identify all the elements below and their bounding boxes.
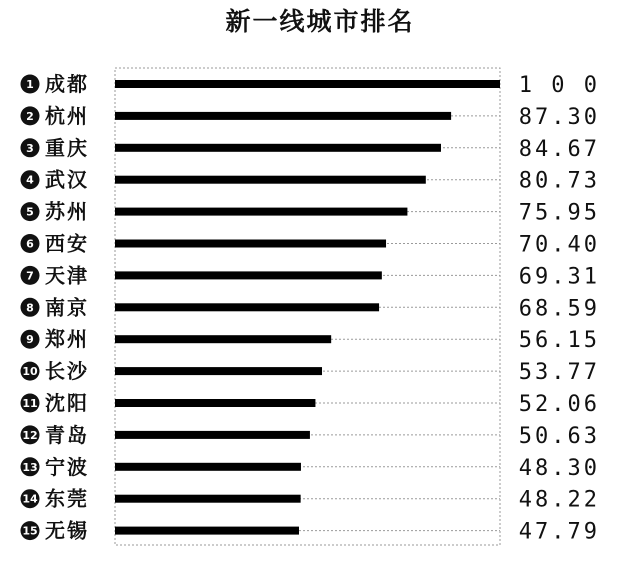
value-label: 1 0 0 [518,73,600,98]
value-label: 47.79 [518,519,600,545]
value-label: 50.63 [518,423,600,449]
bar [115,495,301,503]
bar [115,335,331,343]
city-label: 无锡 [45,518,89,543]
bar [115,80,500,88]
city-label: 西安 [45,231,89,256]
value-label: 53.77 [518,360,600,386]
bar [115,208,407,216]
bar [115,303,379,311]
city-label: 宁波 [45,454,89,479]
city-label: 南京 [45,295,89,320]
city-label: 武汉 [45,167,89,192]
rank-number: 7 [26,269,34,283]
value-label: 48.30 [518,455,600,481]
bar [115,431,310,439]
bar [115,367,322,375]
city-label: 天津 [45,263,89,288]
bar [115,463,301,471]
city-label: 重庆 [45,135,89,160]
rank-number: 10 [22,365,38,379]
city-label: 青岛 [45,422,89,447]
city-label: 苏州 [45,199,89,224]
rank-number: 15 [22,524,38,538]
rank-number: 8 [26,301,34,315]
bar [115,399,315,407]
city-label: 杭州 [45,103,89,128]
city-label: 郑州 [45,327,89,352]
value-label: 80.73 [518,168,600,194]
bar [115,240,386,248]
value-label: 52.06 [518,392,600,417]
city-label: 长沙 [45,359,89,384]
rank-number: 5 [26,205,34,219]
value-label: 75.95 [518,200,600,226]
bar [115,176,426,184]
rank-number: 12 [22,428,38,442]
value-label: 56.15 [518,328,600,354]
value-label: 87.30 [518,104,600,130]
rank-number: 4 [26,173,34,187]
value-label: 48.22 [518,487,600,513]
rank-number: 1 [26,78,34,91]
rank-number: 2 [26,109,34,123]
rank-number: 6 [26,237,34,251]
city-label: 成都 [45,72,89,96]
city-label: 东莞 [45,486,89,511]
value-label: 84.67 [518,136,600,162]
rank-number: 14 [22,492,38,506]
value-label: 69.31 [518,264,600,290]
bar [115,112,451,120]
rank-number: 11 [22,397,38,410]
city-label: 沈阳 [45,391,89,415]
value-label: 70.40 [518,232,600,258]
bar [115,527,299,535]
bar [115,271,382,279]
value-label: 68.59 [518,296,600,322]
rank-number: 13 [22,460,38,474]
chart-title: 新一线城市排名 [225,7,415,36]
rank-number: 9 [26,333,34,347]
bar-rows [21,72,601,545]
bar [115,144,441,152]
rank-number: 3 [26,141,34,155]
